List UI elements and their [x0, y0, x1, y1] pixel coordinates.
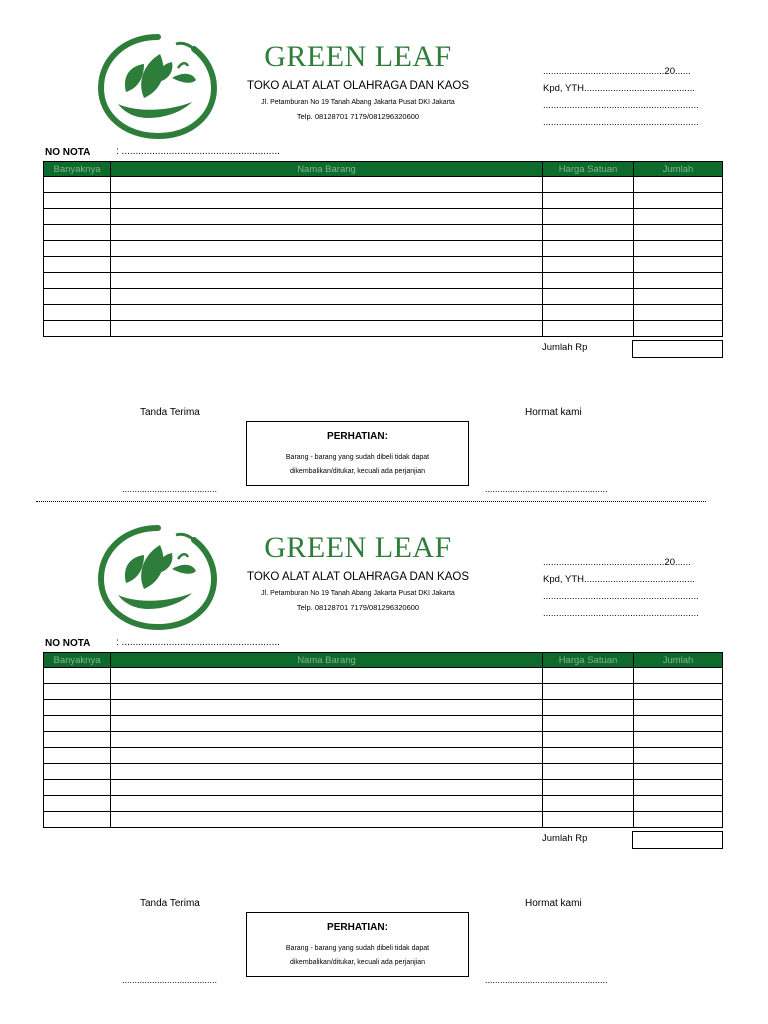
item-name-cell[interactable] — [111, 668, 543, 684]
quantity-cell[interactable] — [44, 812, 111, 828]
recipient-address-line-2[interactable]: ........................................................... — [543, 117, 699, 128]
item-name-cell[interactable] — [111, 273, 543, 289]
table-row — [44, 668, 723, 684]
leaf-logo-icon — [96, 523, 220, 631]
quantity-cell[interactable] — [44, 177, 111, 193]
table-row — [44, 257, 723, 273]
quantity-cell[interactable] — [44, 321, 111, 337]
table-header-row — [44, 162, 723, 177]
table-row — [44, 780, 723, 796]
unit-price-cell[interactable] — [543, 193, 634, 209]
store-tagline: TOKO ALAT ALAT OLAHRAGA DAN KAOS — [247, 80, 469, 92]
quantity-cell[interactable] — [44, 225, 111, 241]
item-name-cell[interactable] — [111, 193, 543, 209]
quantity-cell[interactable] — [44, 716, 111, 732]
items-table — [43, 652, 723, 828]
total-label: Jumlah Rp — [542, 342, 588, 353]
recipient-address-line-1[interactable]: ........................................................... — [543, 591, 699, 602]
unit-price-cell[interactable] — [543, 273, 634, 289]
item-name-cell[interactable] — [111, 241, 543, 257]
receiver-label: Tanda Terima — [140, 898, 200, 909]
quantity-cell[interactable] — [44, 748, 111, 764]
item-name-cell[interactable] — [111, 321, 543, 337]
quantity-cell[interactable] — [44, 796, 111, 812]
notice-box — [246, 912, 469, 977]
receipt-copy-bottom — [0, 491, 768, 985]
table-row — [44, 684, 723, 700]
store-address: Jl. Petamburan No 19 Tanah Abang Jakarta Pusat DKI Jakarta — [261, 99, 455, 106]
header-quantity: Banyaknya — [44, 653, 111, 668]
unit-price-cell[interactable] — [543, 716, 634, 732]
amount-cell[interactable] — [634, 748, 723, 764]
amount-cell[interactable] — [634, 273, 723, 289]
date-line[interactable]: ..............................................20...... — [543, 66, 691, 77]
quantity-cell[interactable] — [44, 241, 111, 257]
amount-cell[interactable] — [634, 716, 723, 732]
unit-price-cell[interactable] — [543, 668, 634, 684]
amount-cell[interactable] — [634, 700, 723, 716]
nota-label: NO NOTA — [45, 147, 91, 158]
item-name-cell[interactable] — [111, 732, 543, 748]
total-field[interactable] — [632, 340, 723, 358]
notice-text-line-1: Barang - barang yang sudah dibeli tidak dapat — [285, 945, 430, 952]
notice-title: PERHATIAN: — [327, 431, 388, 442]
amount-cell[interactable] — [634, 241, 723, 257]
amount-cell[interactable] — [634, 732, 723, 748]
table-row — [44, 305, 723, 321]
header-unit-price: Harga Satuan — [543, 653, 634, 668]
unit-price-cell[interactable] — [543, 780, 634, 796]
quantity-cell[interactable] — [44, 732, 111, 748]
notice-text-line-1: Barang - barang yang sudah dibeli tidak dapat — [285, 454, 430, 461]
quantity-cell[interactable] — [44, 305, 111, 321]
table-header-row — [44, 653, 723, 668]
item-name-cell[interactable] — [111, 225, 543, 241]
unit-price-cell[interactable] — [543, 177, 634, 193]
header-item-name: Nama Barang — [111, 162, 543, 177]
item-name-cell[interactable] — [111, 780, 543, 796]
item-name-cell[interactable] — [111, 700, 543, 716]
notice-text-line-2: dikembalikan/ditukar, kecuali ada perjanjian — [289, 959, 426, 966]
item-name-cell[interactable] — [111, 305, 543, 321]
table-row — [44, 700, 723, 716]
item-name-cell[interactable] — [111, 257, 543, 273]
table-row — [44, 748, 723, 764]
date-line[interactable]: ..............................................20...... — [543, 557, 691, 568]
recipient-address-line-1[interactable]: ........................................................... — [543, 100, 699, 111]
receiver-signature-line[interactable]: ...................................... — [122, 484, 218, 494]
item-name-cell[interactable] — [111, 764, 543, 780]
receiver-label: Tanda Terima — [140, 407, 200, 418]
quantity-cell[interactable] — [44, 193, 111, 209]
item-name-cell[interactable] — [111, 209, 543, 225]
unit-price-cell[interactable] — [543, 812, 634, 828]
quantity-cell[interactable] — [44, 684, 111, 700]
unit-price-cell[interactable] — [543, 241, 634, 257]
store-tagline: TOKO ALAT ALAT OLAHRAGA DAN KAOS — [247, 571, 469, 583]
unit-price-cell[interactable] — [543, 732, 634, 748]
store-phone: Telp. 08128701 7179/081296320600 — [296, 112, 420, 121]
quantity-cell[interactable] — [44, 668, 111, 684]
recipient-address-line-2[interactable]: ........................................................... — [543, 608, 699, 619]
nota-label: NO NOTA — [45, 638, 91, 649]
sender-signature-line[interactable]: ................................................. — [485, 975, 608, 985]
leaf-logo-icon — [96, 32, 220, 140]
amount-cell[interactable] — [634, 225, 723, 241]
table-row — [44, 812, 723, 828]
amount-cell[interactable] — [634, 668, 723, 684]
notice-text-line-2: dikembalikan/ditukar, kecuali ada perjanjian — [289, 468, 426, 475]
header-amount: Jumlah — [634, 653, 723, 668]
table-row — [44, 289, 723, 305]
total-label: Jumlah Rp — [542, 833, 588, 844]
store-address: Jl. Petamburan No 19 Tanah Abang Jakarta Pusat DKI Jakarta — [261, 590, 455, 597]
sender-label: Hormat kami — [525, 407, 582, 418]
unit-price-cell[interactable] — [543, 225, 634, 241]
item-name-cell[interactable] — [111, 716, 543, 732]
quantity-cell[interactable] — [44, 764, 111, 780]
table-row — [44, 273, 723, 289]
table-row — [44, 241, 723, 257]
unit-price-cell[interactable] — [543, 321, 634, 337]
amount-cell[interactable] — [634, 177, 723, 193]
item-name-cell[interactable] — [111, 684, 543, 700]
table-row — [44, 177, 723, 193]
notice-title: PERHATIAN: — [327, 922, 388, 933]
quantity-cell[interactable] — [44, 273, 111, 289]
amount-cell[interactable] — [634, 321, 723, 337]
table-row — [44, 796, 723, 812]
unit-price-cell[interactable] — [543, 796, 634, 812]
recipient-line[interactable]: Kpd, YTH.......................................... — [543, 83, 695, 94]
amount-cell[interactable] — [634, 305, 723, 321]
item-name-cell[interactable] — [111, 177, 543, 193]
nota-number-field[interactable]: : ......................................................... — [116, 146, 280, 157]
header-quantity: Banyaknya — [44, 162, 111, 177]
items-table — [43, 161, 723, 337]
item-name-cell[interactable] — [111, 796, 543, 812]
header-item-name: Nama Barang — [111, 653, 543, 668]
quantity-cell[interactable] — [44, 289, 111, 305]
sender-signature-line[interactable]: ................................................. — [485, 484, 608, 494]
total-field[interactable] — [632, 831, 723, 849]
amount-cell[interactable] — [634, 684, 723, 700]
quantity-cell[interactable] — [44, 700, 111, 716]
unit-price-cell[interactable] — [543, 305, 634, 321]
store-phone: Telp. 08128701 7179/081296320600 — [296, 603, 420, 612]
amount-cell[interactable] — [634, 289, 723, 305]
store-name: GREEN LEAF — [264, 531, 452, 564]
table-row — [44, 716, 723, 732]
amount-cell[interactable] — [634, 764, 723, 780]
quantity-cell[interactable] — [44, 780, 111, 796]
notice-box — [246, 421, 469, 486]
recipient-line[interactable]: Kpd, YTH.......................................... — [543, 574, 695, 585]
table-row — [44, 732, 723, 748]
nota-number-field[interactable]: : ......................................................... — [116, 637, 280, 648]
amount-cell[interactable] — [634, 780, 723, 796]
header-unit-price: Harga Satuan — [543, 162, 634, 177]
table-row — [44, 225, 723, 241]
unit-price-cell[interactable] — [543, 748, 634, 764]
header-amount: Jumlah — [634, 162, 723, 177]
table-row — [44, 209, 723, 225]
table-row — [44, 321, 723, 337]
receipt-copy-top — [0, 0, 768, 494]
table-row — [44, 193, 723, 209]
amount-cell[interactable] — [634, 812, 723, 828]
receiver-signature-line[interactable]: ...................................... — [122, 975, 218, 985]
table-row — [44, 764, 723, 780]
unit-price-cell[interactable] — [543, 700, 634, 716]
amount-cell[interactable] — [634, 257, 723, 273]
quantity-cell[interactable] — [44, 257, 111, 273]
unit-price-cell[interactable] — [543, 684, 634, 700]
amount-cell[interactable] — [634, 796, 723, 812]
unit-price-cell[interactable] — [543, 764, 634, 780]
unit-price-cell[interactable] — [543, 257, 634, 273]
amount-cell[interactable] — [634, 193, 723, 209]
store-name: GREEN LEAF — [264, 40, 452, 73]
item-name-cell[interactable] — [111, 812, 543, 828]
item-name-cell[interactable] — [111, 748, 543, 764]
sender-label: Hormat kami — [525, 898, 582, 909]
item-name-cell[interactable] — [111, 289, 543, 305]
unit-price-cell[interactable] — [543, 289, 634, 305]
unit-price-cell[interactable] — [543, 209, 634, 225]
amount-cell[interactable] — [634, 209, 723, 225]
quantity-cell[interactable] — [44, 209, 111, 225]
